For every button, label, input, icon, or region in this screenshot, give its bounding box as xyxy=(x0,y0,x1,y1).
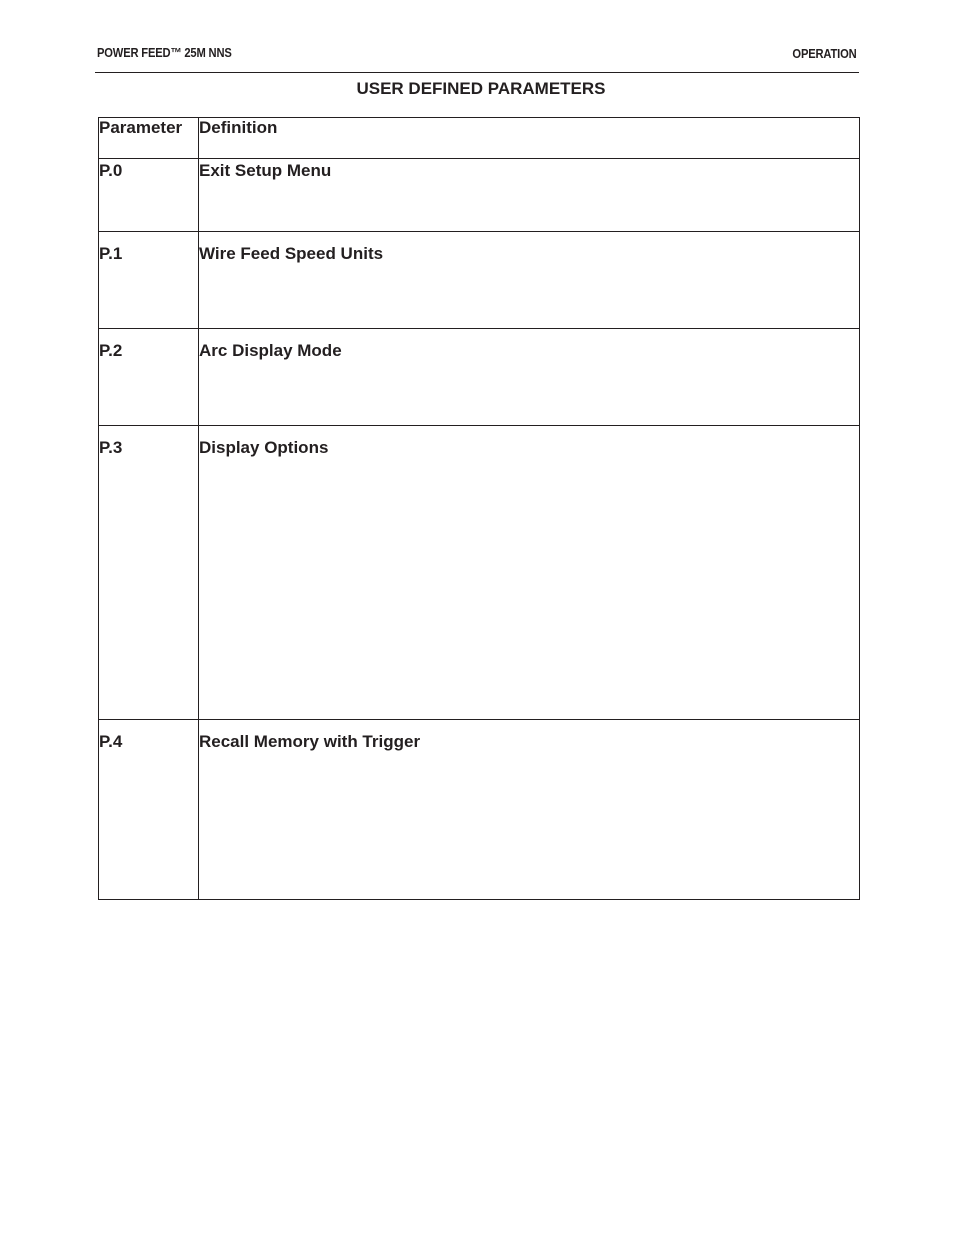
column-header-parameter: Parameter xyxy=(99,118,199,159)
parameter-definition: Wire Feed Speed Units xyxy=(199,232,860,329)
parameter-id: P.2 xyxy=(99,329,199,426)
column-header-definition: Definition xyxy=(199,118,860,159)
parameter-id: P.1 xyxy=(99,232,199,329)
header-divider xyxy=(95,72,859,73)
parameter-definition: Display Options xyxy=(199,426,860,720)
table-row xyxy=(99,329,860,426)
parameter-id: P.3 xyxy=(99,426,199,720)
parameter-id: P.4 xyxy=(99,720,199,900)
table-row xyxy=(99,159,860,232)
header-section-name: OPERATION xyxy=(792,46,857,61)
parameter-definition: Arc Display Mode xyxy=(199,329,860,426)
table-row xyxy=(99,232,860,329)
header-product-name: POWER FEED™ 25M NNS xyxy=(97,45,232,60)
page-title: USER DEFINED PARAMETERS xyxy=(356,79,606,98)
table-row xyxy=(99,426,860,720)
parameter-definition: Exit Setup Menu xyxy=(199,159,860,232)
parameters-table xyxy=(98,117,860,900)
table-header-row xyxy=(99,118,860,159)
parameter-definition: Recall Memory with Trigger xyxy=(199,720,860,900)
table-row xyxy=(99,720,860,900)
parameter-id: P.0 xyxy=(99,159,199,232)
